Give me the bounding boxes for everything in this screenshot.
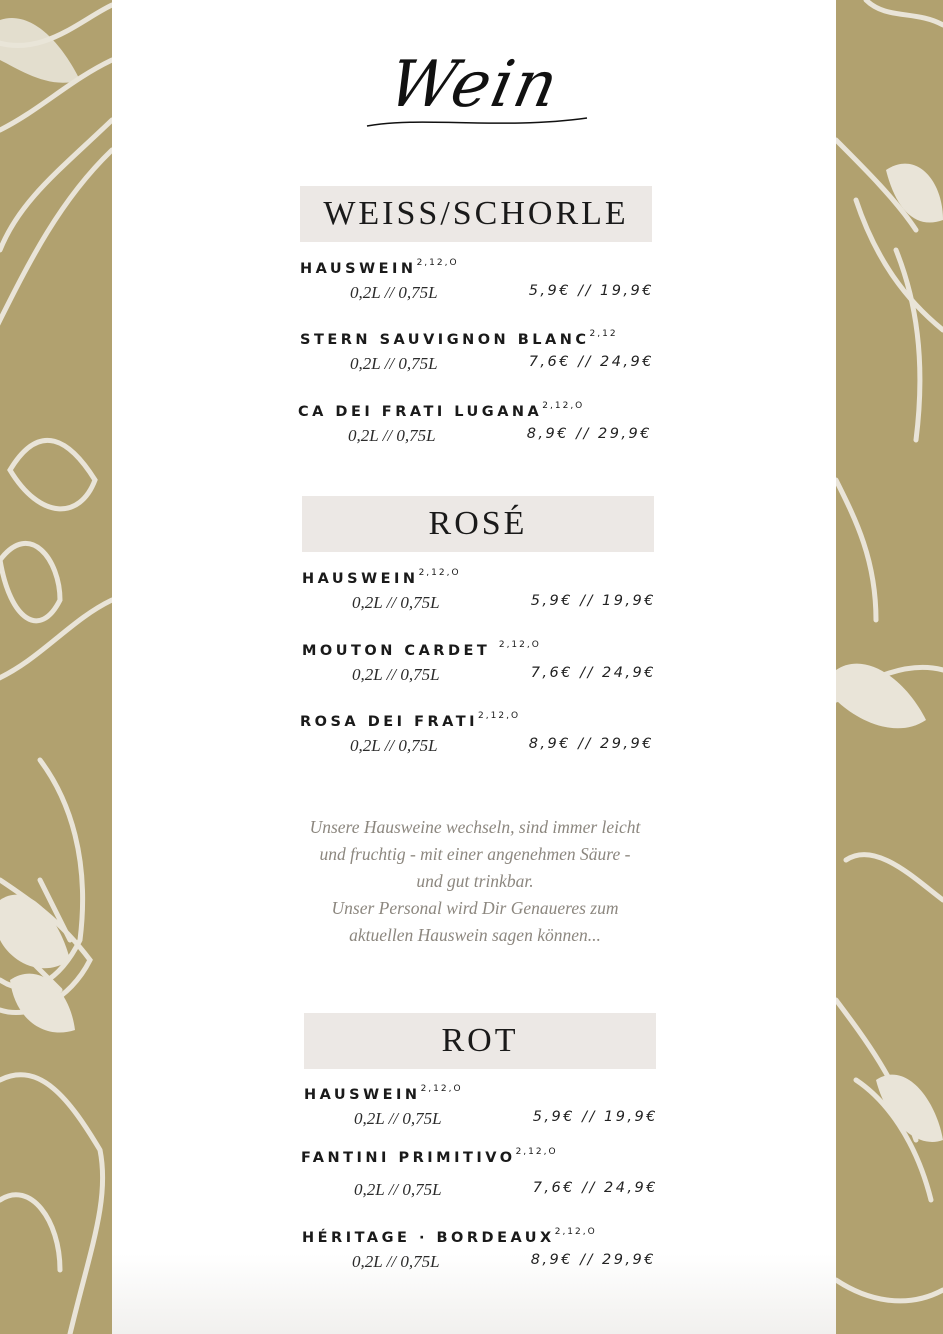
list-item <box>301 1147 661 1204</box>
wine-name: HÉRITAGE · $BORDEAUX^{2,12,O}$ <box>302 1227 597 1246</box>
wine-sizes: 0,2L // 0,75L <box>350 736 438 755</box>
section-heading: ROSÉ <box>302 496 654 552</box>
list-item <box>302 1227 662 1276</box>
wine-name: $HAUSWEIN^{2,12,O}$ <box>302 568 461 587</box>
section-weiss-schorle <box>300 186 652 242</box>
wine-sizes: 0,2L // 0,75L <box>350 354 438 373</box>
wine-sizes: 0,2L // 0,75L <box>352 593 440 612</box>
wine-price: 8,9€ // 29,9€ <box>530 1252 656 1268</box>
wine-name: $HAUSWEIN^{2,12,O}$ <box>304 1084 463 1103</box>
floral-pattern-icon <box>0 0 112 1334</box>
floral-pattern-icon <box>836 0 943 1334</box>
section-heading: WEISS/SCHORLE <box>300 186 652 242</box>
list-item <box>298 401 658 450</box>
wine-sizes: 0,2L // 0,75L <box>354 1180 442 1199</box>
wine-price: 5,9€ // 19,9€ <box>528 283 654 299</box>
note-line: und fruchtig - mit einer angenehmen Säure - <box>319 844 631 864</box>
note-line: und gut trinkbar. <box>416 871 534 891</box>
wine-name: CA DEI FRATI $LUGANA^{2,12,O}$ <box>298 401 585 420</box>
wine-price: 7,6€ // 24,9€ <box>528 354 654 370</box>
wine-sizes: 0,2L // 0,75L <box>352 665 440 684</box>
section-heading: ROT <box>304 1013 656 1069</box>
wine-price: 5,9€ // 19,9€ <box>530 593 656 609</box>
house-wine-note <box>290 814 660 949</box>
wine-price: 8,9€ // 29,9€ <box>526 426 652 442</box>
note-line: aktuellen Hauswein sagen können... <box>349 925 601 945</box>
wine-price: 8,9€ // 29,9€ <box>528 736 654 752</box>
list-item <box>300 329 660 378</box>
wine-price: 7,6€ // 24,9€ <box>532 1180 658 1196</box>
wine-name: ROSA DEI $FRATI^{2,12,O}$ <box>300 711 521 730</box>
list-item <box>302 568 662 617</box>
wine-price: 5,9€ // 19,9€ <box>532 1109 658 1125</box>
wine-sizes: 0,2L // 0,75L <box>348 426 436 445</box>
page-title: Wein <box>382 48 566 122</box>
list-item <box>302 640 662 689</box>
wine-name: FANTINI $PRIMITIVO^{2,12,O}$ <box>301 1147 558 1166</box>
wine-sizes: 0,2L // 0,75L <box>350 283 438 302</box>
list-item <box>300 711 660 760</box>
wine-sizes: 0,2L // 0,75L <box>352 1252 440 1271</box>
wine-sizes: 0,2L // 0,75L <box>354 1109 442 1128</box>
section-rose <box>302 496 654 552</box>
wine-name: $HAUSWEIN^{2,12,O}$ <box>300 258 459 277</box>
floral-border-left <box>0 0 112 1334</box>
menu-page <box>112 0 836 1334</box>
floral-border-right <box>836 0 943 1334</box>
wine-name: MOUTON CARDET $^{2,12,O}$ <box>302 640 541 659</box>
list-item <box>304 1084 664 1133</box>
note-line: Unsere Hausweine wechseln, sind immer leicht <box>309 817 641 837</box>
title-swash-icon <box>362 112 592 132</box>
wine-price: 7,6€ // 24,9€ <box>530 665 656 681</box>
wine-name: STERN SAUVIGNON BLANC$^{2,12}$ <box>300 329 618 348</box>
note-line: Unser Personal wird Dir Genaueres zum <box>331 898 619 918</box>
section-rot <box>304 1013 656 1069</box>
list-item <box>300 258 660 307</box>
